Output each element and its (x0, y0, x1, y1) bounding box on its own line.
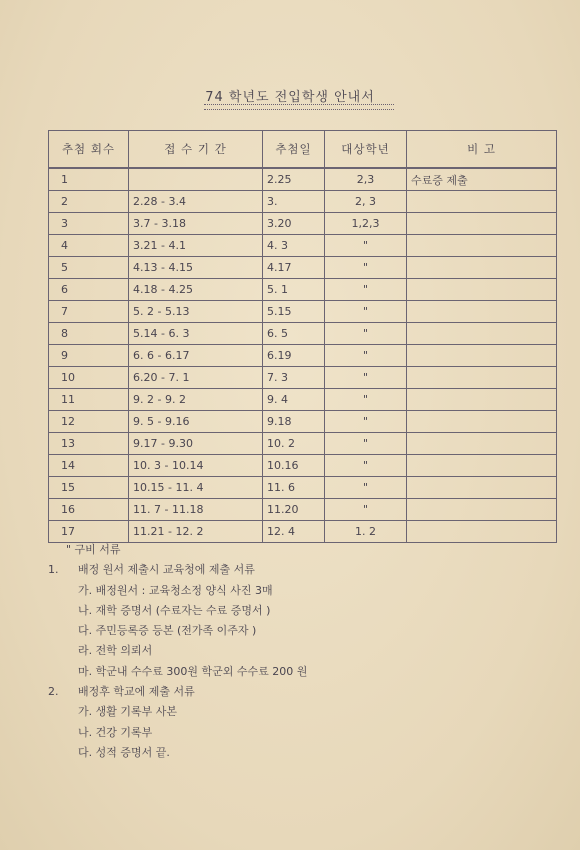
title-underline (204, 104, 394, 110)
table-row (49, 301, 557, 323)
cell-date: 10. 2 (263, 433, 325, 455)
cell-target: " (325, 411, 407, 433)
cell-note (407, 235, 557, 257)
cell-period: 4.13 - 4.15 (129, 257, 263, 279)
notes-subitem: 라. 전학 의뢰서 (78, 644, 153, 658)
cell-round: 14 (49, 455, 129, 477)
cell-target: " (325, 235, 407, 257)
cell-target: 1. 2 (325, 521, 407, 543)
cell-date: 12. 4 (263, 521, 325, 543)
notes-subitem: 나. 건강 기록부 (78, 725, 153, 739)
cell-target: 2, 3 (325, 191, 407, 213)
cell-target: " (325, 323, 407, 345)
cell-note (407, 257, 557, 279)
table-row (49, 323, 557, 345)
table-row (49, 279, 557, 301)
notes-subitem: 다. 성적 증명서 끝. (78, 745, 170, 759)
schedule-table (48, 130, 557, 543)
cell-period: 10. 3 - 10.14 (129, 455, 263, 477)
cell-date: 11.20 (263, 499, 325, 521)
notes-item-2 (48, 682, 548, 702)
table-row (49, 257, 557, 279)
cell-note (407, 367, 557, 389)
cell-target: " (325, 279, 407, 301)
cell-note (407, 499, 557, 521)
cell-note (407, 213, 557, 235)
header-note: 비 고 (407, 131, 557, 169)
notes-subitem: 마. 학군내 수수료 300원 학군외 수수료 200 원 (78, 664, 308, 678)
table-body (49, 168, 557, 543)
table-row (49, 367, 557, 389)
cell-note (407, 191, 557, 213)
cell-note (407, 345, 557, 367)
cell-target: " (325, 455, 407, 477)
cell-note (407, 477, 557, 499)
table-row (49, 433, 557, 455)
cell-date: 4.17 (263, 257, 325, 279)
cell-period: 5. 2 - 5.13 (129, 301, 263, 323)
table-header-row (49, 131, 557, 169)
cell-note (407, 301, 557, 323)
cell-target: " (325, 345, 407, 367)
cell-period (129, 168, 263, 191)
cell-round: 1 (49, 168, 129, 191)
cell-round: 2 (49, 191, 129, 213)
item-text: 배정 원서 제출시 교육청에 제출 서류 (78, 563, 255, 577)
cell-date: 3.20 (263, 213, 325, 235)
cell-date: 4. 3 (263, 235, 325, 257)
cell-date: 2.25 (263, 168, 325, 191)
table-row (49, 168, 557, 191)
header-date: 추첨일 (263, 131, 325, 169)
header-period: 접 수 기 간 (129, 131, 263, 169)
cell-date: 9.18 (263, 411, 325, 433)
table-row (49, 411, 557, 433)
item-text: 배정후 학교에 제출 서류 (78, 685, 195, 699)
table-row (49, 477, 557, 499)
notes-heading: " 구비 서류 (66, 543, 121, 556)
document-title: 74 학년도 전입학생 안내서 (205, 90, 375, 105)
cell-period: 11. 7 - 11.18 (129, 499, 263, 521)
cell-note (407, 433, 557, 455)
cell-note (407, 323, 557, 345)
table-row (49, 499, 557, 521)
cell-period: 6. 6 - 6.17 (129, 345, 263, 367)
table-row (49, 389, 557, 411)
cell-round: 3 (49, 213, 129, 235)
cell-note (407, 411, 557, 433)
cell-date: 5.15 (263, 301, 325, 323)
cell-date: 5. 1 (263, 279, 325, 301)
notes-subitem: 다. 주민등록증 등본 (전가족 이주자 ) (78, 624, 257, 638)
item-number: 1. (48, 563, 59, 577)
cell-round: 13 (49, 433, 129, 455)
cell-round: 15 (49, 477, 129, 499)
cell-period: 9. 5 - 9.16 (129, 411, 263, 433)
table-row (49, 213, 557, 235)
cell-date: 10.16 (263, 455, 325, 477)
cell-target: " (325, 433, 407, 455)
required-documents (48, 540, 548, 763)
cell-round: 4 (49, 235, 129, 257)
cell-target: " (325, 389, 407, 411)
header-round: 추첨 회수 (49, 131, 129, 169)
cell-round: 10 (49, 367, 129, 389)
cell-round: 11 (49, 389, 129, 411)
cell-note (407, 455, 557, 477)
table-row (49, 235, 557, 257)
cell-period: 2.28 - 3.4 (129, 191, 263, 213)
cell-round: 5 (49, 257, 129, 279)
cell-date: 6.19 (263, 345, 325, 367)
cell-period: 3.21 - 4.1 (129, 235, 263, 257)
item-number: 2. (48, 685, 59, 699)
cell-round: 8 (49, 323, 129, 345)
cell-date: 3. (263, 191, 325, 213)
cell-note: 수료증 제출 (407, 168, 557, 191)
cell-date: 7. 3 (263, 367, 325, 389)
cell-round: 17 (49, 521, 129, 543)
cell-period: 5.14 - 6. 3 (129, 323, 263, 345)
notes-item-1 (48, 560, 548, 580)
table-row (49, 345, 557, 367)
cell-target: 2,3 (325, 168, 407, 191)
cell-round: 6 (49, 279, 129, 301)
notes-subitem: 나. 재학 증명서 (수료자는 수료 증명서 ) (78, 603, 271, 617)
cell-note (407, 279, 557, 301)
cell-period: 4.18 - 4.25 (129, 279, 263, 301)
cell-target: " (325, 257, 407, 279)
cell-round: 16 (49, 499, 129, 521)
cell-round: 9 (49, 345, 129, 367)
cell-period: 10.15 - 11. 4 (129, 477, 263, 499)
cell-date: 9. 4 (263, 389, 325, 411)
cell-target: " (325, 499, 407, 521)
cell-round: 12 (49, 411, 129, 433)
cell-period: 11.21 - 12. 2 (129, 521, 263, 543)
header-target: 대상학년 (325, 131, 407, 169)
cell-date: 11. 6 (263, 477, 325, 499)
notes-subitem: 가. 생활 기록부 사본 (78, 705, 177, 719)
cell-period: 9.17 - 9.30 (129, 433, 263, 455)
cell-period: 3.7 - 3.18 (129, 213, 263, 235)
cell-note (407, 389, 557, 411)
notes-subitem: 가. 배정원서 : 교육청소정 양식 사진 3매 (78, 583, 273, 597)
cell-round: 7 (49, 301, 129, 323)
cell-period: 9. 2 - 9. 2 (129, 389, 263, 411)
cell-date: 6. 5 (263, 323, 325, 345)
cell-period: 6.20 - 7. 1 (129, 367, 263, 389)
table-row (49, 191, 557, 213)
cell-target: " (325, 301, 407, 323)
table-row (49, 455, 557, 477)
cell-target: 1,2,3 (325, 213, 407, 235)
cell-target: " (325, 477, 407, 499)
cell-target: " (325, 367, 407, 389)
